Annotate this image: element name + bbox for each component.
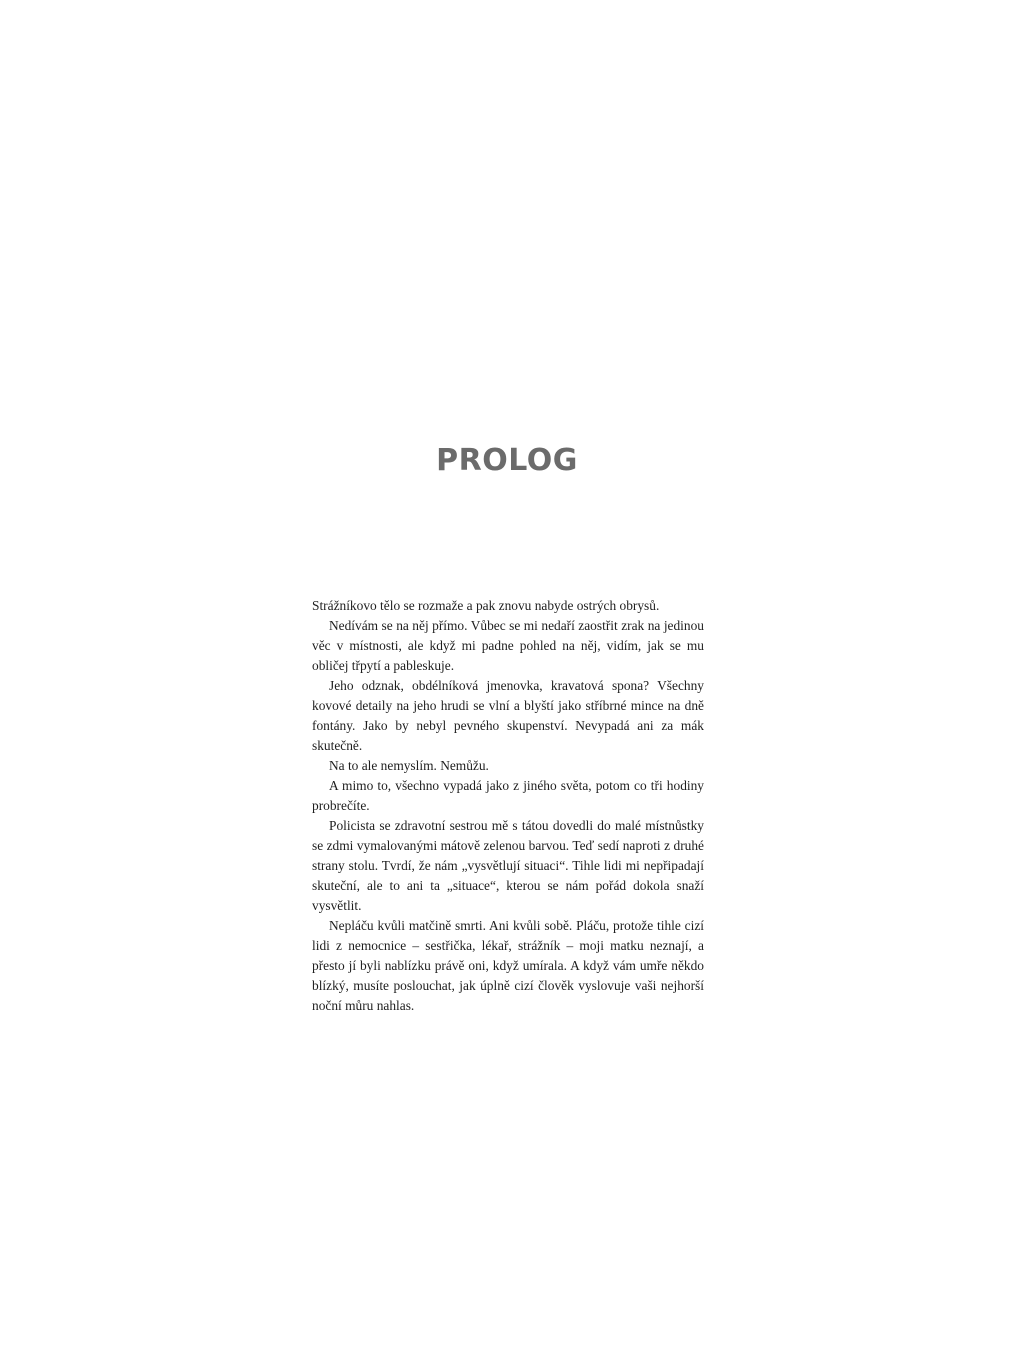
- paragraph: Policista se zdravotní sestrou mě s tátou dovedli do malé místnůstky se zdmi vymalovanými mátově zelenou barvou. Teď sedí naproti z druhé strany stolu. Tvrdí, že nám „vysvětlují situaci“. Tihle lidi mi nepřipadají skuteční, ale to ani ta „situace“, kterou se nám pořád dokola snaží vysvětlit.: [312, 818, 704, 913]
- chapter-body: [312, 596, 704, 1016]
- chapter-title: PROLOG: [436, 443, 578, 478]
- paragraph: Strážníkovo tělo se rozmaže a pak znovu nabyde ostrých obrysů.: [312, 598, 660, 613]
- paragraph: Nepláču kvůli matčině smrti. Ani kvůli sobě. Pláču, protože tihle cizí lidi z nemocnice – sestřička, lékař, strážník – moji matku neznají, a přesto jí byli nablízku právě oni, když umírala. A když vám umře někdo blízký, musíte poslouchat, jak úplně cizí člověk vyslovuje vaši nejhorší noční můru nahlas.: [312, 918, 704, 1013]
- paragraph: Na to ale nemyslím. Nemůžu.: [329, 758, 489, 773]
- paragraph: A mimo to, všechno vypadá jako z jiného světa, potom co tři hodiny probrečíte.: [312, 778, 704, 813]
- paragraph: Nedívám se na něj přímo. Vůbec se mi nedaří zaostřit zrak na jedinou věc v místnosti, ale když mi padne pohled na něj, vidím, jak se mu obličej třpytí a pableskuje.: [312, 618, 704, 673]
- paragraph: Jeho odznak, obdélníková jmenovka, kravatová spona? Všechny kovové detaily na jeho hrudi se vlní a blyští jako stříbrné mince na dně fontány. Jako by nebyl pevného skupenství. Nevypadá ani za mák skutečně.: [312, 678, 704, 753]
